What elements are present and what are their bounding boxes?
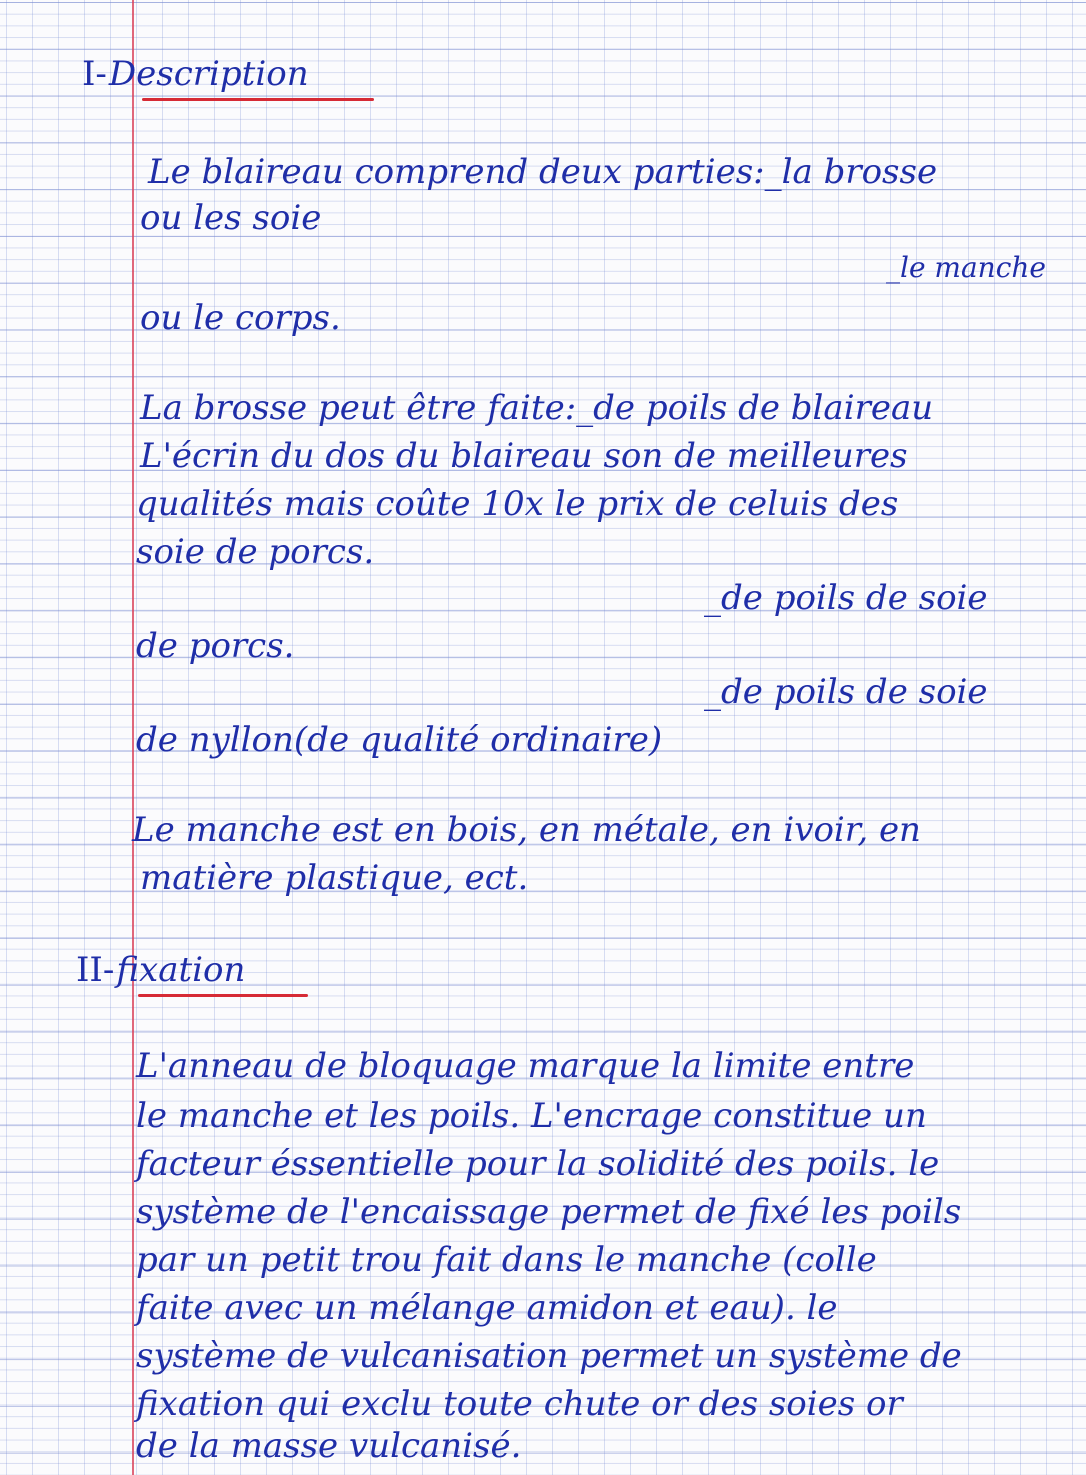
text-line: Le blaireau comprend deux parties:_la brosse [148,152,938,192]
text-line: matière plastique, ect. [140,858,529,898]
text-line: _de poils de soie [704,578,988,618]
text-line: L'écrin du dos du blaireau son de meilleures [140,436,908,476]
text-line: qualités mais coûte 10x le prix de celuis des [136,484,899,524]
section-2-title: fixation [116,950,246,990]
bleed-through-text [420,10,1086,56]
section-1-title-underline [142,98,374,101]
text-line: ou le corps. [140,298,341,338]
text-line: système de vulcanisation permet un système de [136,1336,962,1376]
text-line: par un petit trou fait dans le manche (colle [136,1240,877,1280]
section-2-heading [76,948,245,992]
text-line: L'anneau de bloquage marque la limite entre [136,1046,915,1086]
text-line: de la masse vulcanisé. [136,1426,522,1466]
text-line: La brosse peut être faite:_de poils de blaireau [140,388,934,428]
text-line: faite avec un mélange amidon et eau). le [136,1288,838,1328]
text-line: de porcs. [136,626,295,666]
text-line: soie de porcs. [136,532,375,572]
section-1-heading [82,52,309,96]
text-line: le manche et les poils. L'encrage constitue un [136,1096,927,1136]
text-line: système de l'encaissage permet de fixé les poils [136,1192,962,1232]
text-line: Le manche est en bois, en métale, en ivoir, en [132,810,921,850]
section-1-number: I- [82,54,107,94]
section-2-title-underline [138,994,308,997]
section-1-title: Description [108,54,309,94]
margin-line [132,0,134,1475]
text-line: _le manche [886,251,1046,284]
text-line: ou les soie [140,198,322,238]
text-line: facteur éssentielle pour la solidité des poils. le [136,1144,940,1184]
text-line: _de poils de soie [704,672,988,712]
text-line: fixation qui exclu toute chute or des soies or [136,1384,903,1424]
section-2-number: II- [76,950,115,990]
text-line: de nyllon(de qualité ordinaire) [136,720,663,760]
